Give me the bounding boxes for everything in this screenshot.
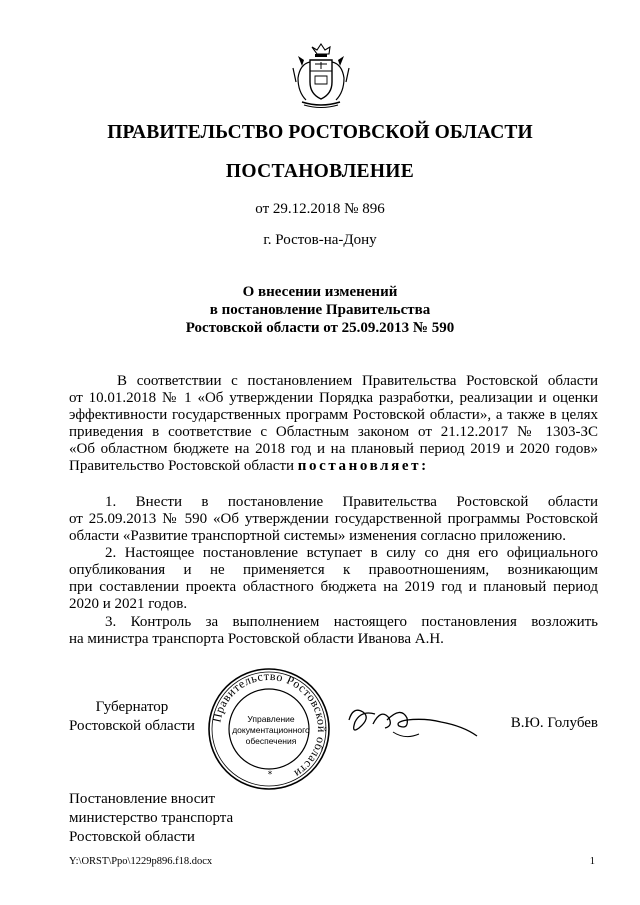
preamble-line: приведения в соответствие с Областным законом от 21.12.2017 № 1303-ЗС <box>69 424 598 440</box>
preamble-line: «Об областном бюджете на 2018 год и на плановый период 2019 и 2020 годов» <box>69 441 598 457</box>
seal-ring-text: Правительство Ростовской области <box>209 668 330 782</box>
decree-word: постановляет: <box>297 458 429 474</box>
seal-inner-text: обеспечения <box>245 736 297 746</box>
preamble-last-line <box>69 458 598 475</box>
official-seal <box>206 666 332 792</box>
seal-inner-text: Управление <box>247 714 295 724</box>
signatory-title-line: Губернатор <box>95 699 169 715</box>
page-number: 1 <box>589 856 595 867</box>
item-3-line: 3. Контроль за выполнением настоящего постановления возложить <box>105 614 598 630</box>
coat-of-arms-icon <box>290 38 352 110</box>
item-2-line: 2020 и 2021 годов. <box>69 596 188 612</box>
seal-star-icon: * <box>267 770 273 780</box>
introducer-line: министерство транспорта <box>69 810 234 826</box>
subject-line: Ростовской области от 25.09.2013 № 590 <box>185 320 455 336</box>
signatory-name: В.Ю. Голубев <box>510 715 598 731</box>
item-1-line: 1. Внести в постановление Правительства Ростовской области <box>105 494 598 510</box>
organization-title: ПРАВИТЕЛЬСТВО РОСТОВСКОЙ ОБЛАСТИ <box>107 122 533 143</box>
introducer-line: Постановление вносит <box>69 791 216 807</box>
document-date-number: от 29.12.2018 № 896 <box>255 201 385 217</box>
item-1-line: от 25.09.2013 № 590 «Об утверждении государственной программы Ростовской <box>69 511 598 527</box>
preamble-line: эффективности государственных программ Ростовской области», а также в целях <box>69 407 598 423</box>
item-1-line: области «Развитие транспортной системы» изменения согласно приложению. <box>69 528 566 544</box>
signatory-title <box>69 698 195 736</box>
handwritten-signature <box>345 700 485 744</box>
item-2-line: при составлении проекта областного бюджета на 2019 год и плановый период <box>69 579 598 595</box>
document-type: ПОСТАНОВЛЕНИЕ <box>225 161 415 182</box>
seal-inner-text: документационного <box>232 725 310 735</box>
introducer-block <box>69 790 233 847</box>
subject-line: О внесении изменений <box>242 284 398 300</box>
item-2-line: опубликования и не применяется к правоотношениям, возникающим <box>69 562 598 578</box>
preamble-line: от 10.01.2018 № 1 «Об утверждении Порядка разработки, реализации и оценки <box>69 390 598 406</box>
preamble-line: В соответствии с постановлением Правительства Ростовской области <box>117 373 598 389</box>
document-subject <box>0 283 640 337</box>
item-2-line: 2. Настоящее постановление вступает в силу со дня его официального <box>105 545 598 561</box>
introducer-line: Ростовской области <box>69 829 195 845</box>
item-3-line: на министра транспорта Ростовской области Иванова А.Н. <box>69 631 444 647</box>
preamble-text: Правительство Ростовской области <box>69 458 298 474</box>
signatory-title-line: Ростовской области <box>69 718 195 734</box>
footer-file-path: Y:\ORST\Ppo\1229p896.f18.docx <box>69 856 213 867</box>
subject-line: в постановление Правительства <box>209 302 431 318</box>
document-place: г. Ростов-на-Дону <box>263 232 377 248</box>
